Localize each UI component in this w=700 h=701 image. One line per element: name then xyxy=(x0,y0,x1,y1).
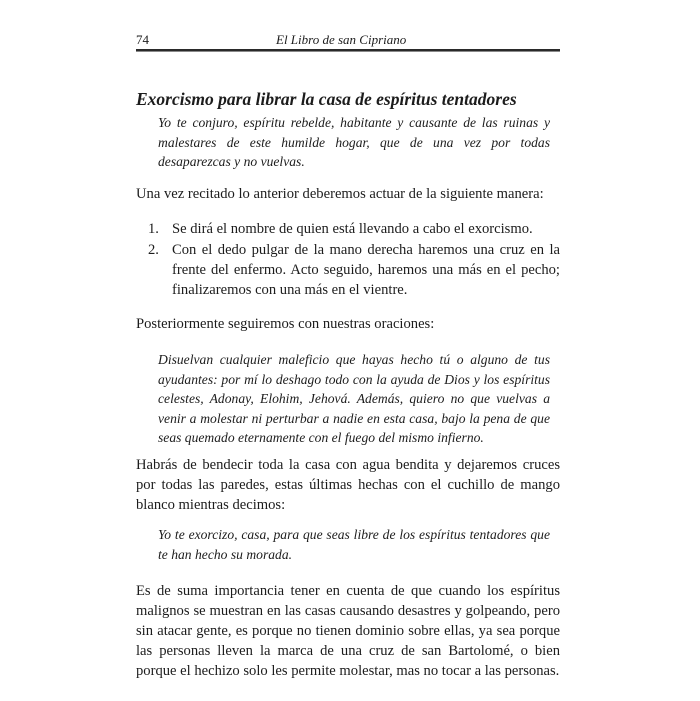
page-header xyxy=(136,32,560,48)
section-heading: Exorcismo para librar la casa de espíritus tentadores xyxy=(136,89,517,109)
paragraph-instructions: Una vez recitado lo anterior deberemos actuar de la siguiente manera: xyxy=(136,186,544,202)
running-title: El Libro de san Cipriano xyxy=(276,32,407,47)
conjuration-quote: Yo te conjuro, espíritu rebelde, habitante y causante de las ruinas y malestares de este humilde hogar, que de una vez por todas desaparezcas y no vuelvas. xyxy=(158,115,550,169)
header-rule xyxy=(136,49,560,52)
paragraph-prayers: Posteriormente seguiremos con nuestras oraciones: xyxy=(136,316,435,332)
list-item-number: 1. xyxy=(148,221,159,237)
list-item xyxy=(136,240,560,300)
paragraph-blessing: Habrás de bendecir toda la casa con agua bendita y dejaremos cruces por todas las paredes, estas últimas hechas con el cuchillo de mango blanco mientras decimos: xyxy=(136,457,560,513)
list-item-text: Con el dedo pulgar de la mano derecha haremos una cruz en la frente del enfermo. Acto seguido, haremos una más en el pecho; finalizaremos con una más en el vientre. xyxy=(172,242,560,298)
steps-list xyxy=(136,219,560,300)
paragraph-spirits: Es de suma importancia tener en cuenta de que cuando los espíritus malignos se muestran en las casas causando desastres y golpeando, pero sin atacar gente, es porque no tienen dominio sobre ellas, ya sea porque las personas lleven la marca de una cruz de san Bartolomé, o bien porque el hechizo solo les permite molestar, mas no tocar a las personas. xyxy=(136,583,560,679)
list-item xyxy=(136,219,560,239)
list-item-number: 2. xyxy=(148,242,159,258)
list-item-text: Se dirá el nombre de quien está llevando a cabo el exorcismo. xyxy=(172,221,533,237)
exorcism-quote: Yo te exorcizo, casa, para que seas libre de los espíritus tentadores que te han hecho su morada. xyxy=(158,527,550,562)
page-number: 74 xyxy=(136,32,149,47)
prayer-quote: Disuelvan cualquier maleficio que hayas hecho tú o alguno de tus ayudantes: por mí lo deshago todo con la ayuda de Dios y los espíritus celestes, Adonay, Elohim, Jehová. Además, quiero no que vuelvas a venir a molestar ni perturbar a nadie en esta casa, bajo la pena de que seas quemado eternamente con el fuego del mismo infierno. xyxy=(158,352,550,445)
